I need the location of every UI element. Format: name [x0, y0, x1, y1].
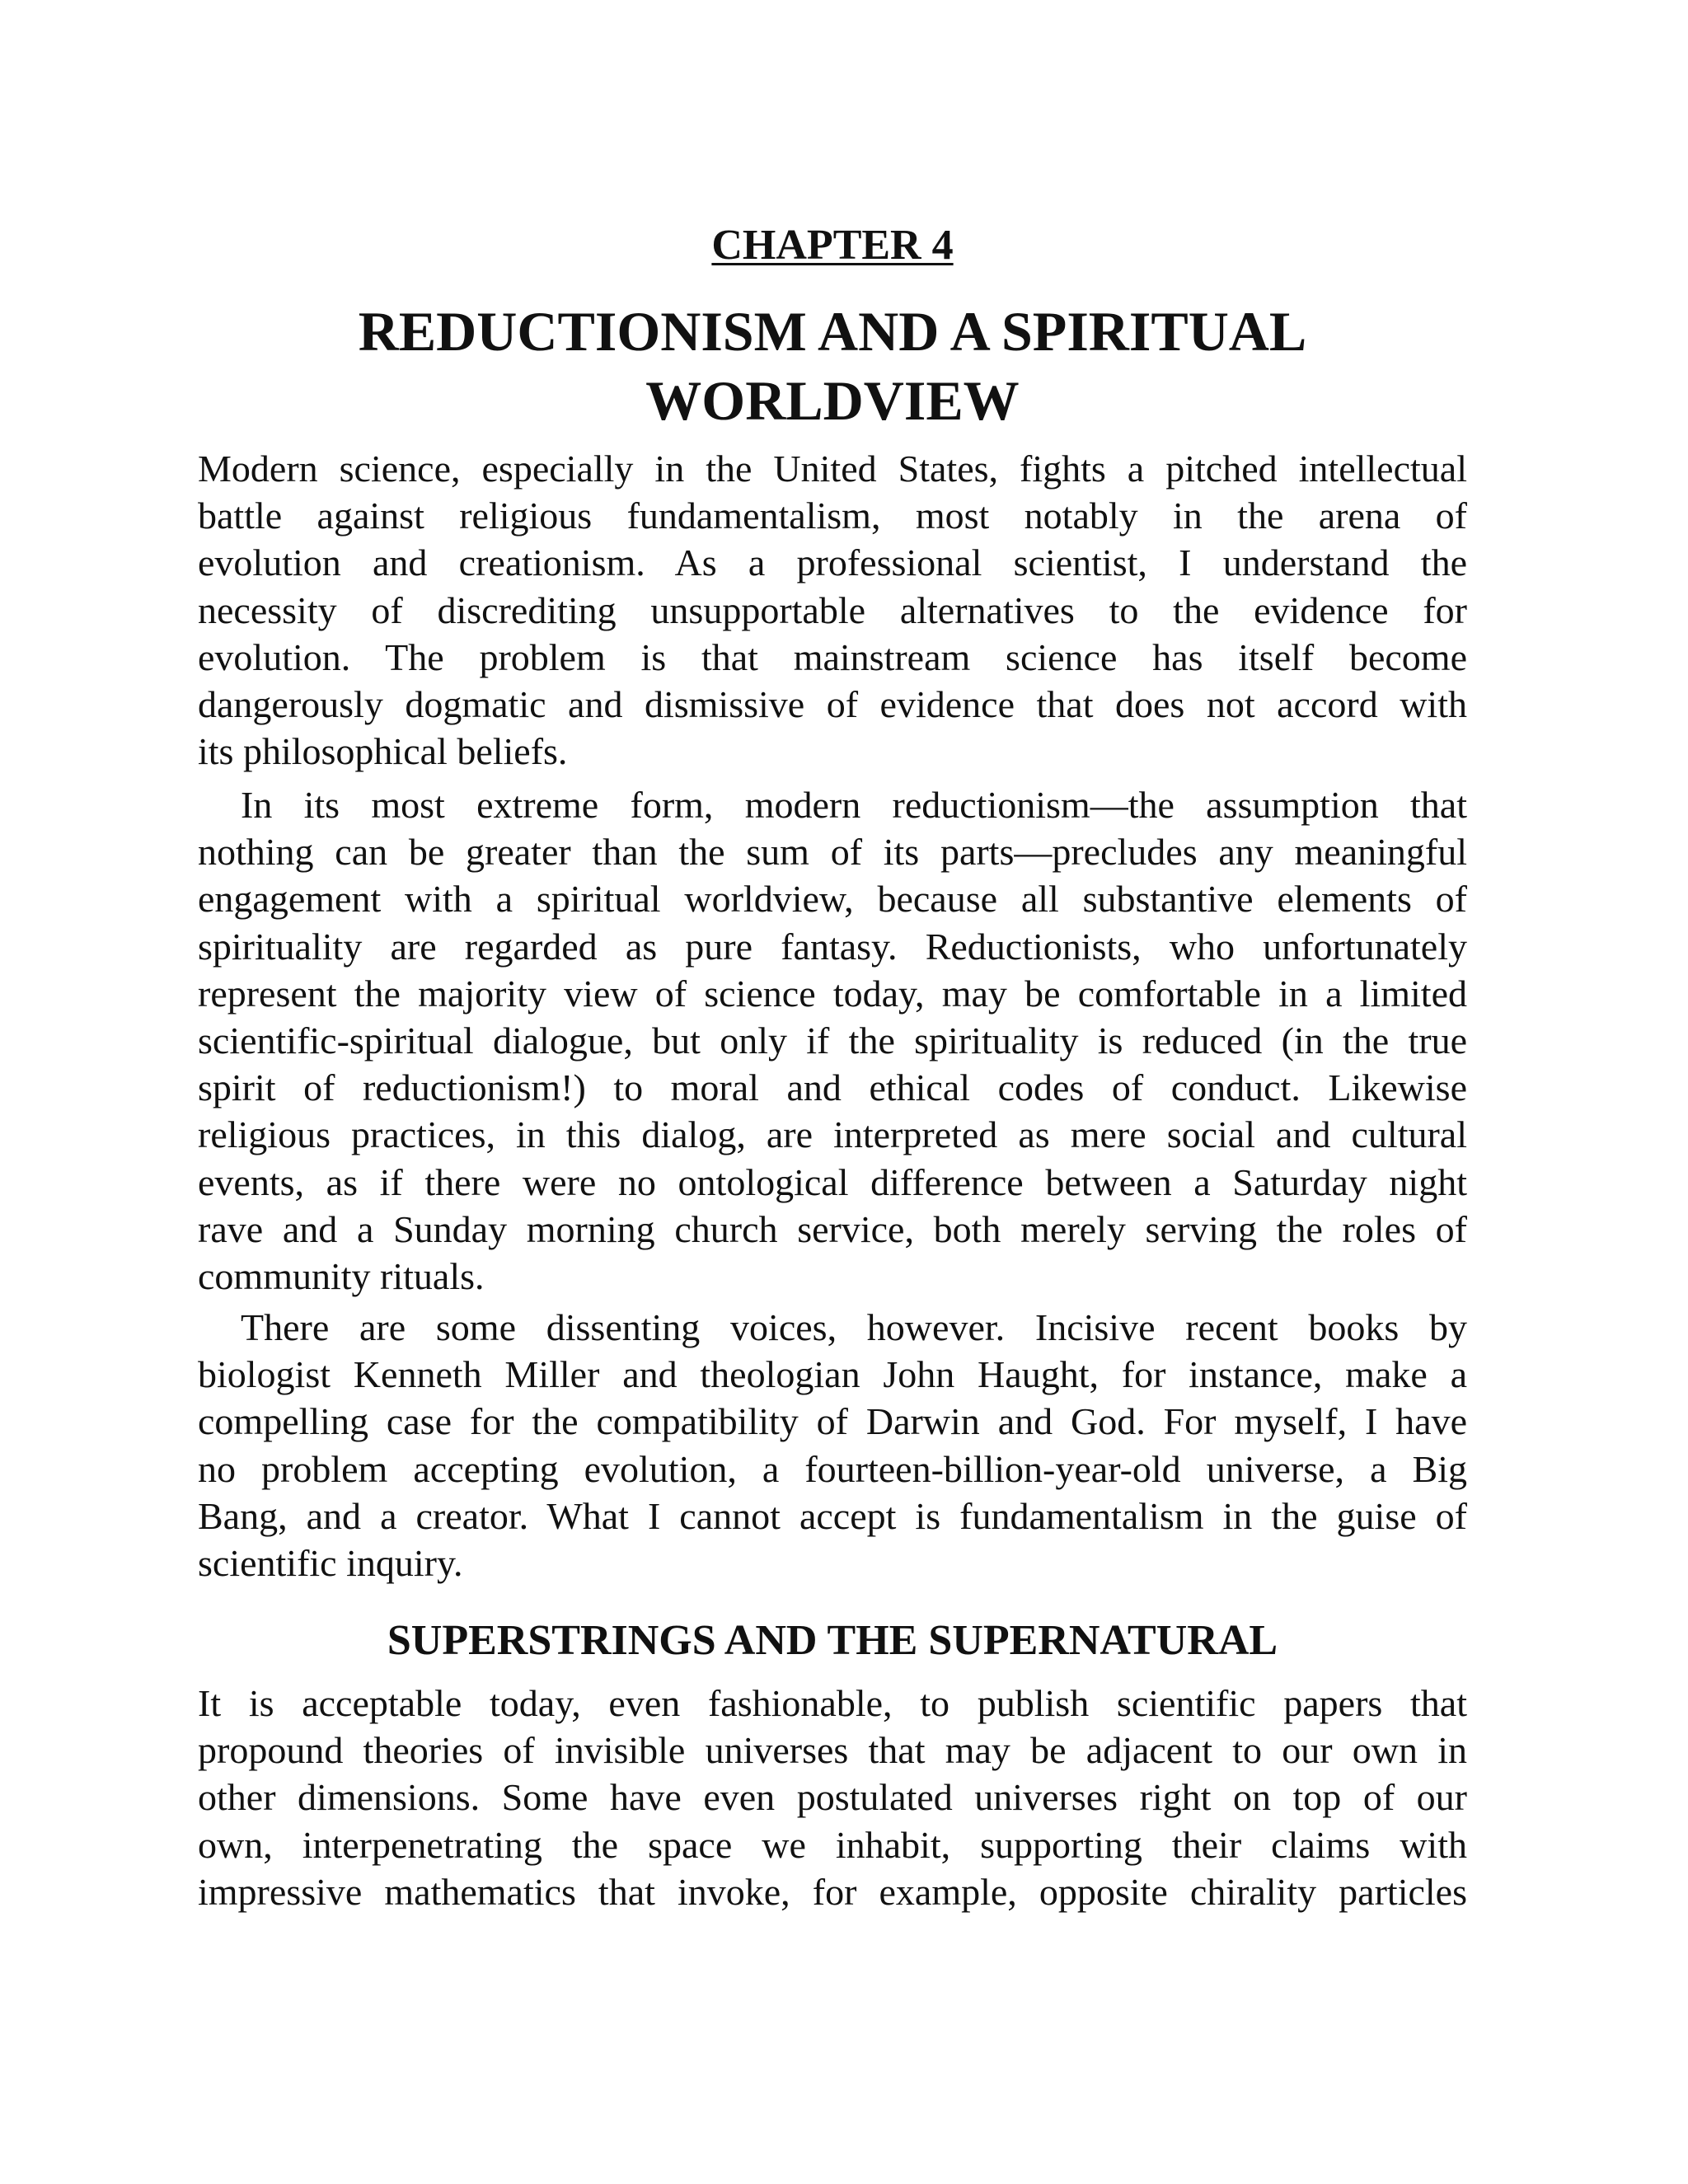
- text-line: scientific-spiritual dialogue, but only if the spirituality is reduced (in the true: [198, 1019, 1467, 1062]
- text-line: spirit of reductionism!) to moral and ethical codes of conduct. Likewise: [198, 1066, 1467, 1109]
- text-line: biologist Kenneth Miller and theologian John Haught, for instance, make a: [198, 1353, 1467, 1396]
- chapter-title: [198, 297, 1467, 435]
- text-line: religious practices, in this dialog, are interpreted as mere social and cultural: [198, 1113, 1467, 1156]
- text-line: events, as if there were no ontological difference between a Saturday night: [198, 1160, 1467, 1203]
- body-paragraph: [198, 1304, 1467, 1586]
- text-line: It is acceptable today, even fashionable, to publish scientific papers that: [198, 1682, 1467, 1724]
- text-line: nothing can be greater than the sum of its parts—precludes any meaningful: [198, 831, 1467, 874]
- chapter-label: CHAPTER 4: [711, 222, 954, 269]
- text-line: impressive mathematics that invoke, for example, opposite chirality particles: [198, 1870, 1467, 1913]
- text-line: represent the majority view of science today, may be comfortable in a limited: [198, 972, 1467, 1015]
- text-line: compelling case for the compatibility of Darwin and God. For myself, I have: [198, 1400, 1467, 1443]
- text-line: evolution. The problem is that mainstream science has itself become: [198, 635, 1467, 678]
- text-line: own, interpenetrating the space we inhabit, supporting their claims with: [198, 1823, 1467, 1866]
- body-paragraph: [198, 445, 1467, 775]
- text-line: other dimensions. Some have even postulated universes right on top of our: [198, 1776, 1467, 1819]
- text-line: its philosophical beliefs.: [198, 730, 568, 773]
- text-line: necessity of discrediting unsupportable alternatives to the evidence for: [198, 588, 1467, 631]
- section-heading: SUPERSTRINGS AND THE SUPERNATURAL: [387, 1617, 1278, 1664]
- text-line: battle against religious fundamentalism, most notably in the arena of: [198, 494, 1467, 537]
- text-line: spirituality are regarded as pure fantasy. Reductionists, who unfortunately: [198, 925, 1467, 968]
- body-paragraph: [198, 781, 1467, 1300]
- text-line: community rituals.: [198, 1255, 485, 1298]
- text-line: scientific inquiry.: [198, 1542, 463, 1585]
- text-line: Modern science, especially in the United States, fights a pitched intellectual: [198, 448, 1467, 490]
- text-line: no problem accepting evolution, a fourteen-billion-year-old universe, a Big: [198, 1447, 1467, 1490]
- chapter-title-line: REDUCTIONISM AND A SPIRITUAL: [358, 300, 1307, 363]
- text-line: There are some dissenting voices, however. Incisive recent books by: [241, 1306, 1467, 1348]
- text-line: dangerously dogmatic and dismissive of evidence that does not accord with: [198, 683, 1467, 726]
- text-line: evolution and creationism. As a professional scientist, I understand the: [198, 541, 1467, 584]
- text-line: Bang, and a creator. What I cannot accept is fundamentalism in the guise of: [198, 1494, 1467, 1537]
- chapter-title-line: WORLDVIEW: [645, 369, 1020, 432]
- text-line: engagement with a spiritual worldview, because all substantive elements of: [198, 878, 1467, 921]
- text-line: In its most extreme form, modern reductionism—the assumption that: [241, 784, 1467, 826]
- text-line: propound theories of invisible universes that may be adjacent to our own in: [198, 1729, 1467, 1772]
- body-paragraph: [198, 1680, 1467, 1915]
- book-page: [198, 0, 1467, 2184]
- text-line: rave and a Sunday morning church service, both merely serving the roles of: [198, 1207, 1467, 1250]
